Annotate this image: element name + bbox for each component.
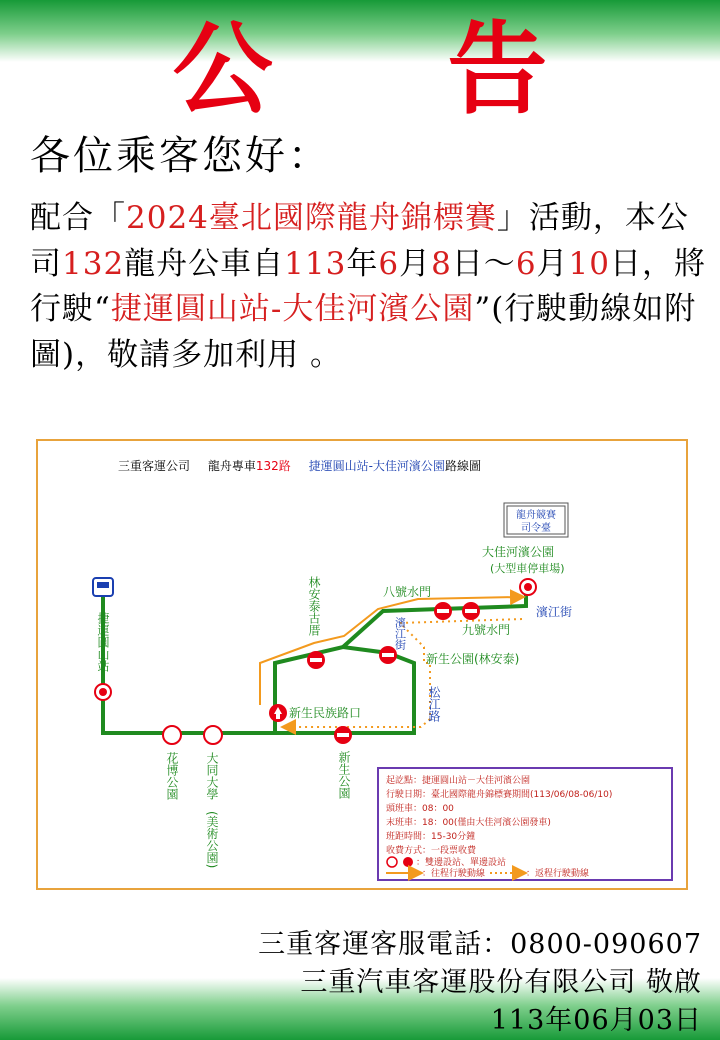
- stop-marker: [524, 583, 532, 591]
- stop-marker: [163, 726, 181, 744]
- legend-line: ：返程行駛動線: [526, 869, 590, 879]
- stop-marker: [204, 726, 222, 744]
- legend-line: 起訖點：捷運圓山站－大佳河濱公園: [386, 776, 531, 786]
- stop-label-flora: 花博公園: [165, 752, 179, 800]
- legend-stop-icon: [387, 857, 397, 867]
- body-text: 月: [399, 245, 432, 282]
- body-text: ”(行駛動線如附圖)，敬請多加利用 。: [30, 291, 697, 373]
- road-label-songjiang: 松江路: [427, 686, 441, 722]
- road-label-binjiang: 濱江街: [536, 605, 573, 619]
- notice-title: 公 告: [172, 11, 618, 128]
- year: 113: [284, 245, 347, 282]
- legend-line: 收費方式：一段票收費: [386, 846, 477, 856]
- stop-label-xinsheng: 新生公園: [337, 751, 351, 799]
- day: 10: [568, 245, 610, 282]
- stop-label-linan: 林安泰古厝: [307, 576, 321, 636]
- map-route-name: 捷運圓山站-大佳河濱公園: [308, 459, 445, 473]
- body-text: 配合「: [30, 200, 126, 236]
- legend-line: ：雙邊設站、單邊設站: [416, 858, 507, 868]
- hotline: 三重客運客服電話：0800-090607: [258, 929, 702, 960]
- route-name: 捷運圓山站-大佳河濱公園: [110, 291, 475, 327]
- route-map: [36, 439, 688, 890]
- map-line-prefix: 龍舟專車: [207, 459, 256, 473]
- map-line-number: 132路: [255, 459, 291, 473]
- legend-line: ：往程行駛動線: [422, 869, 486, 879]
- stop-label-gate8: 八號水門: [383, 585, 432, 599]
- greeting: 各位乘客您好：: [30, 133, 331, 179]
- stop-arrow: [465, 609, 477, 613]
- body-text: 日，將行駛“: [30, 245, 706, 327]
- body-text: 龍舟公車自: [124, 245, 285, 282]
- stop-label-start: 捷運圓山站: [96, 612, 110, 672]
- event-name: 2024臺北國際龍舟錦標賽: [126, 200, 497, 236]
- stop-label-tatung: 大同大學: [205, 752, 219, 800]
- stop-arrow: [310, 658, 322, 662]
- stop-marker: [99, 688, 107, 696]
- body-text: 」活動，本公司: [30, 200, 689, 282]
- legend-line: 末班車：18：00(僅由大佳河濱公園發車): [386, 818, 551, 828]
- road-label-binjiang-short: 濱江街: [393, 617, 407, 650]
- body-text: 年: [346, 245, 379, 282]
- notice-date: 113年06月03日: [490, 1005, 702, 1036]
- legend-stop-icon: [403, 857, 413, 867]
- route-number: 132: [62, 245, 125, 282]
- stop-label-tatung-sub: (美術公園): [205, 811, 219, 869]
- company-signature: 三重汽車客運股份有限公司 敬啟: [300, 967, 702, 998]
- day: 8: [431, 245, 452, 282]
- map-header: [118, 458, 481, 473]
- map-company: 三重客運公司: [118, 459, 191, 473]
- stop-arrow: [437, 609, 449, 613]
- stop-label-dajia-note: (大型車停車場): [490, 562, 565, 575]
- notice-body: [30, 196, 710, 378]
- body-text: 日～: [451, 245, 516, 282]
- legend-line: 班距時間：15-30分鐘: [386, 832, 476, 842]
- month: 6: [378, 245, 400, 282]
- body-text: 月: [536, 245, 569, 282]
- month: 6: [515, 245, 537, 282]
- command-box-line: 司令臺: [521, 523, 551, 534]
- stop-label-dajia: 大佳河濱公園: [482, 545, 555, 559]
- stop-label-park-linan: 新生公園(林安泰): [426, 652, 520, 666]
- legend-line: 頭班車：08：00: [386, 804, 454, 814]
- legend-line: 行駛日期：臺北國際龍舟錦標賽期間(113/06/08-06/10): [386, 790, 613, 800]
- stop-arrow: [337, 733, 349, 737]
- mrt-icon-window: [97, 582, 109, 588]
- command-box-line: 龍舟競賽: [516, 510, 556, 521]
- stop-arrow: [382, 653, 394, 657]
- stop-label-minzu: 新生民族路口: [289, 706, 362, 720]
- route-line: [343, 587, 526, 647]
- map-suffix: 路線圖: [444, 459, 481, 473]
- stop-label-gate9: 九號水門: [462, 623, 511, 637]
